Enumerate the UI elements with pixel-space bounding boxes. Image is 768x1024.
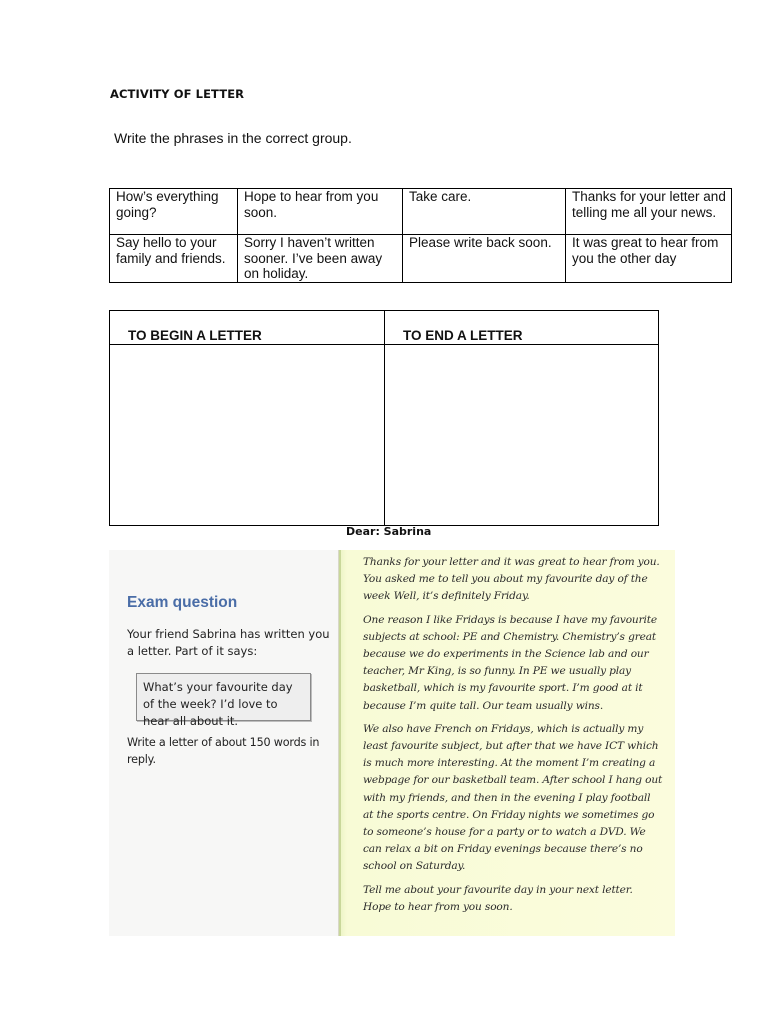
phrase-cell: It was great to hear from you the other day: [566, 235, 732, 283]
exam-question-panel: [109, 550, 339, 936]
exam-image: [109, 550, 675, 936]
dear-line: Dear: Sabrina: [346, 525, 432, 538]
begin-letter-header: TO BEGIN A LETTER: [110, 311, 385, 345]
begin-letter-answer-box[interactable]: [110, 345, 385, 526]
phrase-cell: Hope to hear from you soon.: [238, 189, 403, 235]
phrase-cell: Say hello to your family and friends.: [110, 235, 238, 283]
table-row: [110, 235, 732, 283]
letter-paragraph: Tell me about your favourite day in your next letter. Hope to hear from you soon.: [363, 883, 633, 913]
exam-intro: Your friend Sabrina has written you a letter. Part of it says:: [127, 627, 330, 658]
exam-task: Write a letter of about 150 words in reply.: [127, 736, 320, 766]
phrase-cell: Take care.: [403, 189, 566, 235]
letter-paragraph: One reason I like Fridays is because I have my favourite subjects at school: PE and Chemistry. Chemistry’s great because we do experiments in the Science lab and our teacher, Mr King, is so funny. In PE we usually play basketball, which is my favourite sport. I’m good at it because I’m quite tall. Our team usually wins.: [363, 613, 657, 712]
page-title: ACTIVITY OF LETTER: [110, 87, 245, 101]
end-letter-header: TO END A LETTER: [385, 311, 659, 345]
sample-letter: [363, 554, 663, 922]
phrases-table: [109, 188, 732, 283]
letter-paragraph: Thanks for your letter and it was great to hear from you. You asked me to tell you about my favourite day of the week Well, it’s definitely Friday.: [363, 556, 660, 603]
phrase-cell: Thanks for your letter and telling me all your news.: [566, 189, 732, 235]
exam-note-card: What’s your favourite day of the week? I’d love to hear all about it.: [136, 673, 311, 721]
instruction-text: Write the phrases in the correct group.: [114, 130, 352, 146]
groups-table: [109, 310, 659, 526]
phrase-cell: How’s everything going?: [110, 189, 238, 235]
end-letter-answer-box[interactable]: [385, 345, 659, 526]
phrase-cell: Please write back soon.: [403, 235, 566, 283]
sample-letter-panel: [339, 550, 675, 936]
phrase-cell: Sorry I haven’t written sooner. I’ve been away on holiday.: [238, 235, 403, 283]
letter-paragraph: We also have French on Fridays, which is actually my least favourite subject, but after that we have ICT which is much more interesting. At the moment I’m creating a webpage for our basketball team. After school I hang out with my friends, and then in the evening I play football at the sports centre. On Friday nights we sometimes go to someone’s house for a party or to watch a DVD. We can relax a bit on Friday evenings because there’s no school on Saturday.: [363, 722, 663, 873]
exam-heading: Exam question: [127, 594, 238, 611]
table-row: [110, 189, 732, 235]
